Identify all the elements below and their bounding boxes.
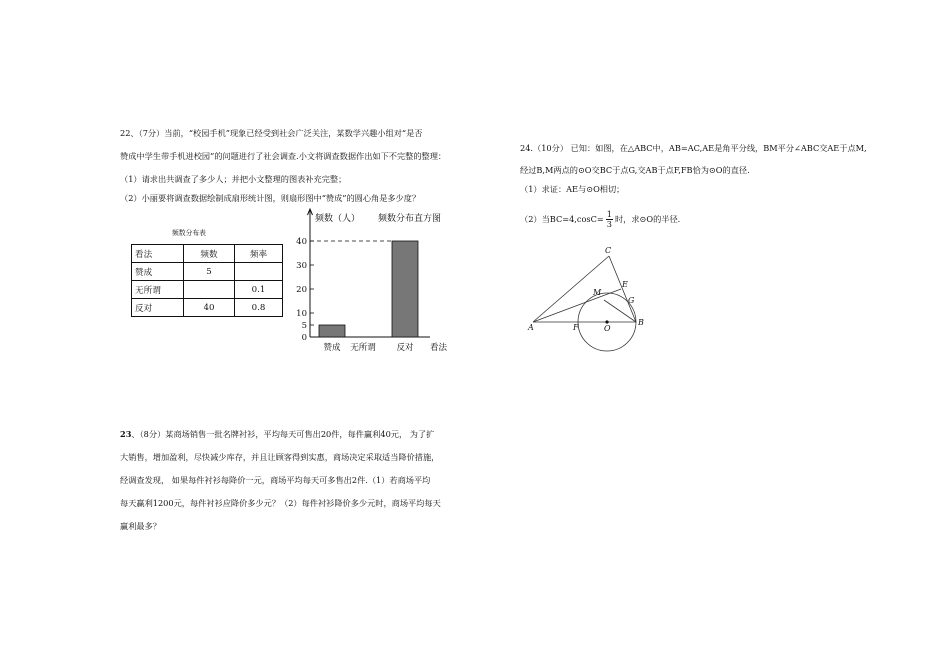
- table-row: [132, 299, 283, 317]
- q22-line1: 22、（7分）当前，“校园手机”现象已经受到社会广泛关注，某数学兴趣小组对“是否: [120, 128, 423, 138]
- chart-title: 频数分布直方图: [378, 214, 442, 224]
- fraction-numerator: 1: [606, 209, 612, 219]
- y-tick-label: 10: [296, 309, 307, 319]
- q22-sub2: （2）小丽要将调查数据绘制成扇形统计图，则扇形图中“赞成”的圆心角是多少度？: [120, 193, 421, 203]
- q24-sub2-text-a: （2）当BC=4,cosC=: [520, 214, 604, 224]
- q23-line5: 赢利最多？: [120, 521, 161, 531]
- label-e: E: [622, 280, 628, 289]
- y-tick-label: 5: [301, 321, 307, 331]
- y-tick-label: 0: [301, 333, 307, 343]
- q24-sub2: [520, 210, 680, 229]
- histogram-chart: [290, 205, 460, 355]
- y-tick-label: 30: [296, 261, 307, 271]
- x-tick-label: 赞成: [323, 343, 341, 353]
- table-header-row: [132, 245, 283, 263]
- x-tick-label: 无所谓: [350, 343, 376, 353]
- bar-1: [319, 325, 345, 337]
- table-cell: 40: [184, 299, 235, 317]
- table-header: 频数: [184, 245, 235, 263]
- fraction: [606, 210, 613, 229]
- q23-line3: 经调查发现， 如果每件衬衫每降价一元，商场平均每天可多售出2件.（1）若商场平均: [120, 475, 431, 485]
- table-cell: [184, 281, 235, 299]
- q23-line1-text: 、（8分）某商场销售一批名牌衬衫，平均每天可售出20件，每件赢利40元， 为了扩: [131, 429, 435, 439]
- segment-cb: [609, 256, 636, 322]
- q23-line2: 大销售，增加盈利，尽快减少库存，并且让顾客得到实惠，商场决定采取适当降价措施，: [120, 452, 440, 462]
- table-header: 看法: [132, 245, 184, 263]
- q23-line4: 每天赢利1200元，每件衬衫应降价多少元？（2）每件衬衫降价多少元时，商场平均每天: [120, 498, 441, 508]
- fraction-denominator: 3: [606, 219, 612, 229]
- table-cell: 0.8: [235, 299, 283, 317]
- label-b: B: [638, 318, 644, 327]
- table-cell: [235, 263, 283, 281]
- table-header: 频率: [235, 245, 283, 263]
- q24-sub1: （1）求证：AE与⊙O相切；: [520, 184, 625, 194]
- table-cell: 赞成: [132, 263, 184, 281]
- q22-line2: 赞成中学生带手机进校园”的问题进行了社会调查.小文将调查数据作出如下不完整的整理：: [120, 151, 447, 161]
- table-row: [132, 281, 283, 299]
- y-axis-label: 频数（人）: [315, 214, 361, 224]
- table-cell: 反对: [132, 299, 184, 317]
- bar-3: [392, 241, 418, 337]
- label-f: F: [573, 323, 579, 332]
- geometry-figure: [520, 240, 660, 355]
- q23-line1: [120, 429, 434, 440]
- x-tick-label: 反对: [396, 343, 414, 353]
- x-axis-label: 看法: [430, 343, 448, 353]
- q24-sub2-text-b: 时，求⊙O的半径.: [614, 214, 681, 224]
- q22-sub1: （1）请求出共调查了多少人；并把小文整理的图表补充完整；: [120, 174, 347, 184]
- table-cell: 无所谓: [132, 281, 184, 299]
- label-o: O: [604, 324, 611, 333]
- y-tick-label: 40: [296, 237, 307, 247]
- label-g: G: [628, 296, 635, 305]
- q24-line2: 经过B,M两点的⊙O交BC于点G,交AB于点F,FB恰为⊙O的直径.: [520, 165, 750, 175]
- y-tick-label: 20: [296, 285, 307, 295]
- segment-ae: [533, 289, 621, 322]
- label-m: M: [593, 288, 602, 297]
- table-title: 频数分布表: [172, 229, 206, 237]
- table-row: [132, 263, 283, 281]
- q24-line1: 24.（10分） 已知：如图，在△ABC中，AB=AC,AE是角平分线，BM平分∠ABC交AE于点M,: [520, 143, 867, 153]
- frequency-table: [131, 244, 283, 317]
- label-a: A: [528, 323, 534, 332]
- table-cell: 5: [184, 263, 235, 281]
- table-cell: 0.1: [235, 281, 283, 299]
- q23-number: 23: [120, 429, 132, 439]
- label-c: C: [605, 246, 612, 255]
